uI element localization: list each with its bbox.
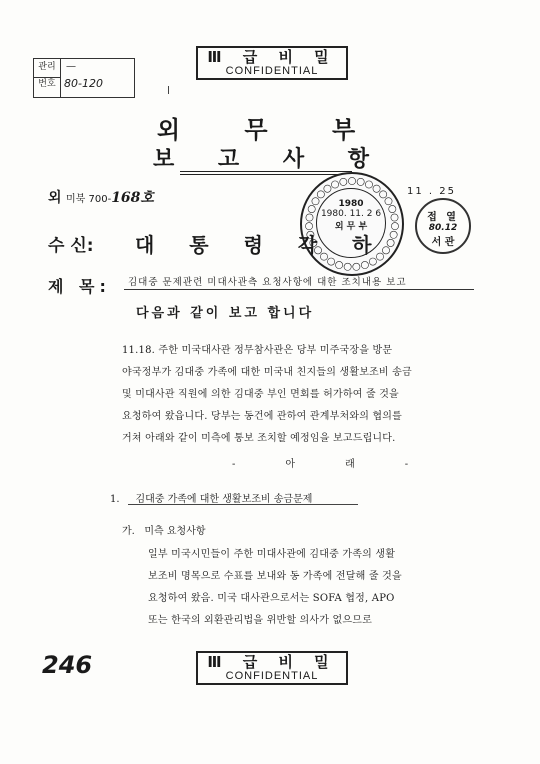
stamp-ring-cell: [387, 239, 394, 246]
review-seal: [415, 198, 471, 254]
paragraph-line: 요청하여 왔읍니다. 당부는 동건에 관하여 관계부처와의 협의를: [122, 411, 403, 422]
title-underline: [180, 171, 352, 172]
stamp-ring-cell: [380, 191, 387, 198]
stamp-ring-cell: [361, 261, 368, 268]
subject-label: 제 목:: [48, 277, 111, 296]
stamp-ring-cell: [357, 178, 364, 185]
stamp-ring-cell: [317, 191, 324, 198]
stamp-ring-cell: [348, 177, 355, 184]
item-1-heading: [110, 490, 312, 505]
item-1a-title: 미측 요청사항: [144, 526, 206, 537]
classification-rank: Ⅲ 급 비 밀: [207, 48, 337, 66]
paragraph-line: 11.18. 주한 미국대사관 정무참사관은 당부 미주국장을 방문: [122, 345, 393, 356]
management-number: 80-120: [64, 77, 103, 90]
stamp-ring-cell: [389, 205, 396, 212]
stamp-ring-cell: [336, 261, 343, 268]
seal-line-3: 서 관: [431, 237, 455, 248]
margin-tick: [168, 86, 169, 94]
stamp-ring-cell: [306, 214, 313, 221]
ministry-title: 외 무 부: [156, 116, 384, 144]
below-char-2: 래: [345, 459, 361, 470]
subject-value: 김대중 문제관련 미대사관측 요청사항에 대한 조치내용 보고: [128, 277, 407, 288]
classification-label: CONFIDENTIAL: [225, 670, 319, 682]
stamp-ring-cell: [324, 185, 331, 192]
paragraph-line: 보조비 명목으로 수표를 보내와 동 가족에 전달해 줄 것을: [148, 571, 402, 582]
stamp-ring-cell: [365, 181, 372, 188]
stamp-ring-cell: [385, 198, 392, 205]
doc-number-handwritten: 168호: [111, 190, 154, 206]
body-paragraph-2: [148, 544, 448, 632]
management-dash: —: [66, 61, 76, 72]
paragraph-line: 일부 미국시민들이 주한 미대사관에 김대중 가족의 생활: [148, 549, 396, 560]
management-label-top: 관리: [38, 62, 56, 72]
paragraph-line: 거쳐 아래와 같이 미측에 통보 조치할 예정임을 보고드립니다.: [122, 433, 396, 444]
body-paragraph-1: [122, 340, 452, 450]
stamp-ring-cell: [340, 178, 347, 185]
management-separator: [60, 59, 61, 97]
classification-stamp-top: [196, 46, 348, 80]
item-1-underline: [128, 504, 358, 505]
receipt-date-stamp: [300, 172, 404, 276]
stamp-organization: 외 무 부: [334, 222, 368, 232]
stamp-ring-cell: [391, 214, 398, 221]
recipient-label: 수 신:: [48, 236, 94, 256]
paragraph-line: 및 미대사관 직원에 의한 김대중 부인 면회를 허가하여 줄 것을: [122, 389, 399, 400]
item-1-number: 1.: [110, 494, 120, 505]
stamp-ring-cell: [369, 258, 376, 265]
stamp-ring-cell: [344, 263, 351, 270]
received-date: 11 . 25: [407, 186, 456, 197]
below-heading: [210, 455, 436, 470]
document-type-title: 보 고 사 항: [153, 147, 387, 172]
management-number-box: [33, 58, 135, 98]
seal-line-2: 80.12: [428, 223, 458, 233]
seal-line-1: 접 열: [427, 212, 459, 223]
stamp-year: 1980: [338, 199, 364, 209]
doc-number-prefix: 외: [48, 190, 62, 206]
stamp-ring-cell: [390, 231, 397, 238]
classification-stamp-bottom: [196, 651, 348, 685]
paragraph-line: 야국정부가 김대중 가족에 대한 미국내 친지들의 생활보조비 송금: [122, 367, 412, 378]
item-1-title: 김대중 가족에 대한 생활보조비 송금문제: [135, 494, 313, 505]
stamp-ring-cell: [328, 258, 335, 265]
handwritten-page-number: 246: [42, 651, 93, 679]
intro-line: 다음과 같이 보고 합니다: [136, 306, 315, 321]
classification-rank: Ⅲ 급 비 밀: [207, 653, 337, 671]
paragraph-line: 요청하여 왔음. 미국 대사관으로서는 SOFA 협정, APO: [148, 593, 395, 604]
management-divider: [34, 77, 60, 78]
stamp-ring-cell: [391, 223, 398, 230]
stamp-ring-cell: [331, 181, 338, 188]
stamp-ring-cell: [373, 185, 380, 192]
below-dash-left: -: [232, 459, 242, 470]
subject-underline: [124, 289, 474, 290]
stamp-ring-cell: [353, 263, 360, 270]
paragraph-line: 또는 한국의 외환관리법을 위반할 의사가 없으므로: [148, 615, 372, 626]
item-1a-label: 가.: [122, 526, 135, 537]
stamp-ring-cell: [308, 205, 315, 212]
item-1a-heading: [122, 522, 206, 537]
below-dash-right: -: [404, 459, 415, 470]
doc-number-series: 미북 700-: [65, 194, 112, 205]
recipient-value: 대 통 령 각 하: [135, 233, 386, 257]
stamp-date: 1980. 11. 2 6: [320, 209, 382, 219]
management-label-bottom: 번호: [38, 79, 56, 89]
below-char-1: 아: [285, 459, 302, 470]
document-number: [48, 187, 154, 207]
classification-label: CONFIDENTIAL: [225, 65, 319, 77]
